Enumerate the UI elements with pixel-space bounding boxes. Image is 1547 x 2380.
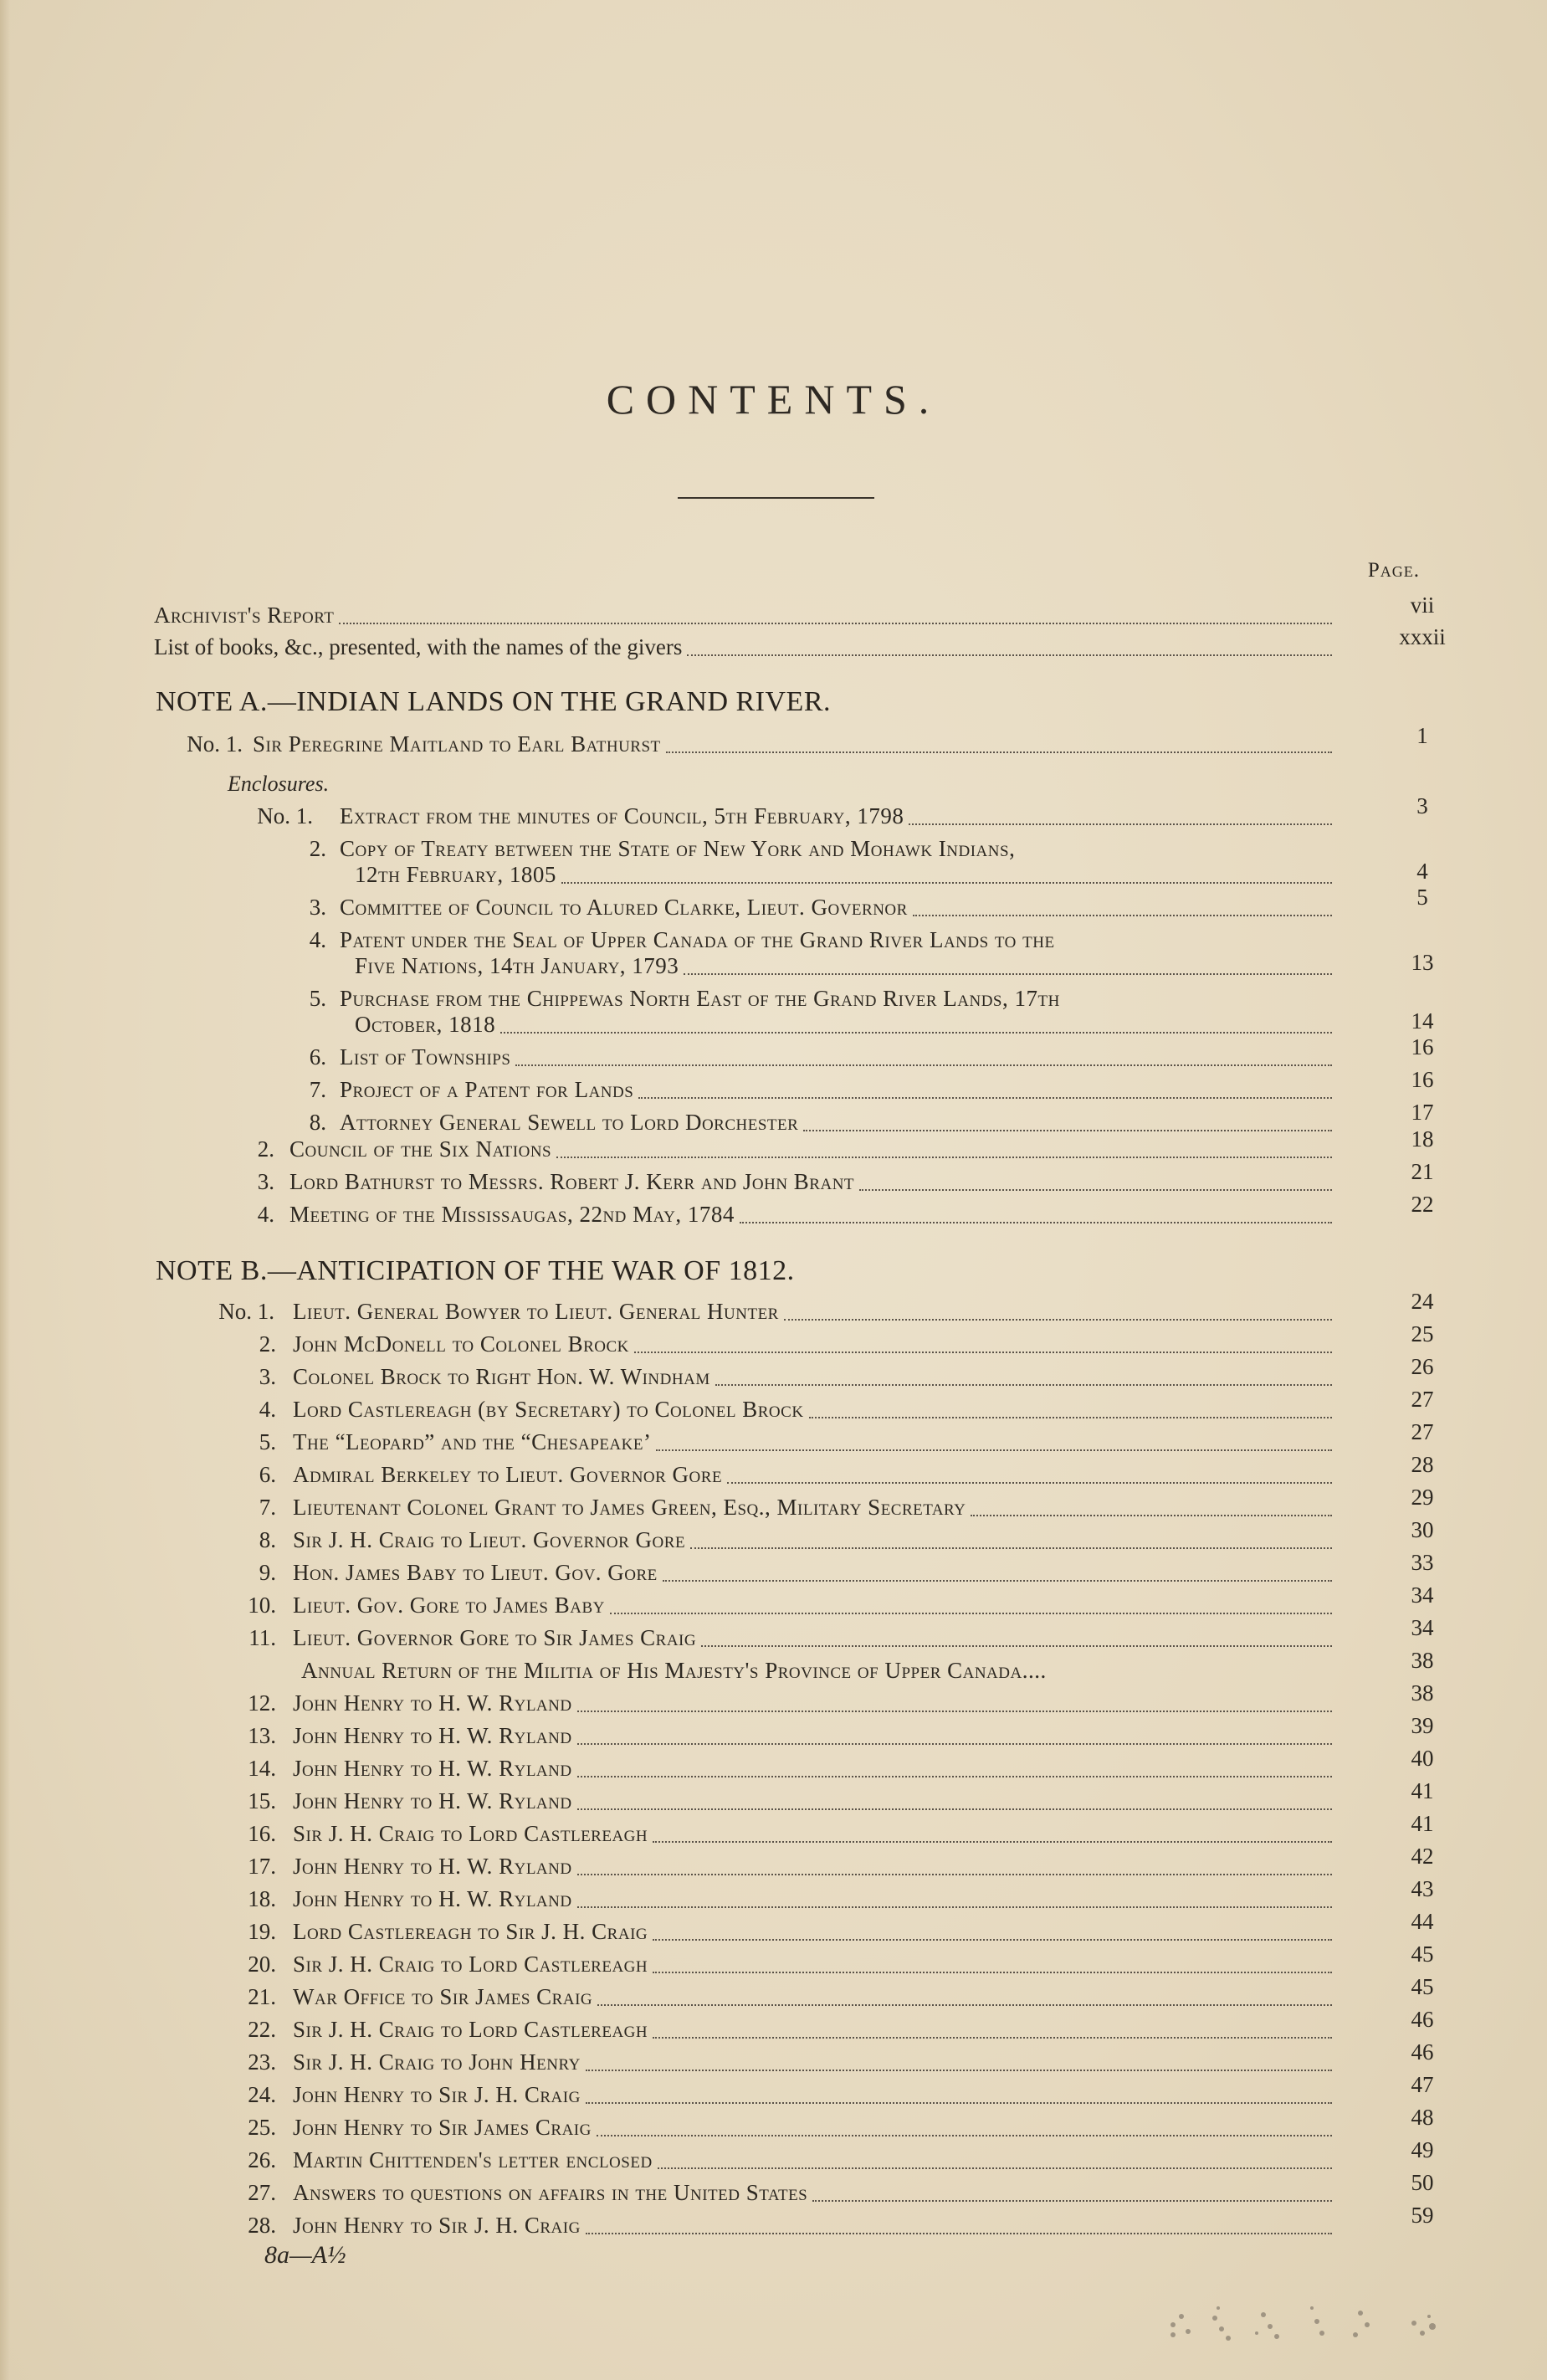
- entry-title: Hon. James Baby to Lieut. Gov. Gore: [293, 1560, 658, 1585]
- entry-title: Sir J. H. Craig to Lord Castlereagh: [293, 1952, 648, 1977]
- section-heading-note-b: NOTE B.—ANTICIPATION OF THE WAR OF 1812.: [156, 1255, 795, 1286]
- entry-number: 26.: [248, 2147, 276, 2172]
- dotted-leader: [913, 915, 1332, 916]
- entry-title: John Henry to Sir James Craig: [293, 2115, 592, 2140]
- dotted-leader: [577, 1906, 1332, 1908]
- page-number: 1: [1416, 723, 1428, 748]
- entry-number: 10.: [248, 1593, 276, 1618]
- entry-title: Annual Return of the Militia of His Majesty's Province of Upper Canada....: [301, 1658, 1047, 1683]
- page-number: 17: [1411, 1100, 1434, 1125]
- page-number: 29: [1411, 1485, 1434, 1510]
- dotted-leader: [597, 2135, 1332, 2136]
- page-number: 47: [1411, 2072, 1434, 2097]
- dotted-leader: [784, 1319, 1332, 1321]
- entry-number: 3.: [259, 1364, 276, 1389]
- dotted-leader: [715, 1384, 1332, 1386]
- dotted-leader: [687, 654, 1332, 656]
- entry-title: War Office to Sir James Craig: [293, 1984, 593, 2009]
- page-number: vii: [1410, 592, 1435, 618]
- entry-title: John Henry to H. W. Ryland: [293, 1886, 572, 1911]
- dotted-leader: [577, 1808, 1332, 1810]
- page-number: 42: [1411, 1844, 1434, 1869]
- dotted-leader: [653, 1841, 1332, 1843]
- entry-number: 21.: [248, 1984, 276, 2009]
- entry-number: 7.: [309, 1077, 326, 1102]
- dotted-leader: [971, 1515, 1332, 1516]
- page-number: 44: [1411, 1909, 1434, 1934]
- entry-number: 2.: [257, 1136, 274, 1162]
- entry-title: Attorney General Sewell to Lord Dorchester: [340, 1110, 799, 1135]
- entry-number: 13.: [248, 1723, 276, 1748]
- enclosures-label: Enclosures.: [228, 772, 330, 796]
- entry-title: Lieutenant Colonel Grant to James Green, Esq., Military Secretary: [293, 1495, 966, 1520]
- entry-number: 4.: [257, 1202, 274, 1227]
- dotted-leader: [727, 1482, 1332, 1484]
- entry-number: 25.: [248, 2115, 276, 2140]
- dotted-leader: [658, 2167, 1332, 2169]
- page-number: 48: [1411, 2105, 1434, 2130]
- dotted-leader: [740, 1222, 1332, 1223]
- page-number: xxxii: [1399, 624, 1446, 649]
- page-number: 30: [1411, 1517, 1434, 1542]
- dotted-leader: [586, 2102, 1332, 2104]
- page-number: 25: [1411, 1321, 1434, 1346]
- dotted-leader: [653, 2037, 1332, 2039]
- dotted-leader: [339, 623, 1332, 624]
- entry-title: John McDonell to Colonel Brock: [293, 1331, 629, 1357]
- entry-number: 17.: [248, 1854, 276, 1879]
- dotted-leader: [634, 1352, 1332, 1353]
- page-number: 59: [1411, 2203, 1434, 2228]
- page-number: 5: [1416, 885, 1428, 910]
- page-number: 22: [1411, 1192, 1434, 1217]
- page-number: 46: [1411, 2007, 1434, 2032]
- entry-number: 14.: [248, 1756, 276, 1781]
- page-number: 49: [1411, 2137, 1434, 2162]
- page-number: 26: [1411, 1354, 1434, 1379]
- library-stamp-perforation: [1163, 2283, 1464, 2350]
- title-rule: [678, 497, 874, 499]
- entry-title: John Henry to H. W. Ryland: [293, 1788, 572, 1813]
- entry-number: 11.: [248, 1625, 276, 1650]
- dotted-leader: [690, 1547, 1332, 1549]
- dotted-leader: [701, 1645, 1332, 1647]
- entry-number: 2.: [259, 1331, 276, 1357]
- page-number: 16: [1411, 1034, 1434, 1059]
- entry-title: Sir J. H. Craig to Lieut. Governor Gore: [293, 1527, 686, 1552]
- dotted-leader: [803, 1130, 1332, 1131]
- page-number: 13: [1411, 950, 1434, 975]
- dotted-leader: [556, 1157, 1332, 1158]
- page-number: 3: [1416, 793, 1428, 818]
- page-edge-shadow: [0, 0, 10, 2380]
- dotted-leader: [859, 1189, 1332, 1191]
- entry-number: 24.: [248, 2082, 276, 2107]
- entry-title: October, 1818: [355, 1012, 496, 1037]
- entry-number: 6.: [259, 1462, 276, 1487]
- entry-title: Extract from the minutes of Council, 5th February, 1798: [340, 803, 904, 828]
- entry-number: 5.: [259, 1429, 276, 1454]
- entry-title: Lord Castlereagh (by Secretary) to Colonel Brock: [293, 1397, 804, 1422]
- dotted-leader: [656, 1449, 1332, 1451]
- entry-number: 15.: [248, 1788, 276, 1813]
- entry-title: John Henry to Sir J. H. Craig: [293, 2082, 581, 2107]
- section-heading-note-a: NOTE A.—INDIAN LANDS ON THE GRAND RIVER.: [156, 686, 831, 717]
- page-number: 46: [1411, 2039, 1434, 2065]
- page-number: 28: [1411, 1452, 1434, 1477]
- entry-title: Lord Castlereagh to Sir J. H. Craig: [293, 1919, 648, 1944]
- dotted-leader: [561, 882, 1332, 884]
- entry-title: The “Leopard” and the “Chesapeake’: [293, 1429, 652, 1454]
- dotted-leader: [653, 1972, 1332, 1973]
- entry-title: Sir J. H. Craig to John Henry: [293, 2049, 581, 2075]
- entry-number: 16.: [248, 1821, 276, 1846]
- entry-title: Sir J. H. Craig to Lord Castlereagh: [293, 2017, 648, 2042]
- entry-title: Copy of Treaty between the State of New York and Mohawk Indians,: [340, 836, 1016, 861]
- entry-title: List of Townships: [340, 1044, 511, 1069]
- entry-title: Meeting of the Mississaugas, 22nd May, 1784: [289, 1202, 735, 1227]
- entry-title: Council of the Six Nations: [289, 1136, 552, 1162]
- dotted-leader: [597, 2004, 1332, 2006]
- entry-title: Patent under the Seal of Upper Canada of the Grand River Lands to the: [340, 927, 1055, 952]
- entry-number: 4.: [309, 927, 326, 952]
- dotted-leader: [610, 1613, 1332, 1614]
- entry-number: 27.: [248, 2180, 276, 2205]
- entry-number: 19.: [248, 1919, 276, 1944]
- entry-title: 12th February, 1805: [355, 862, 556, 887]
- entry-title: Lord Bathurst to Messrs. Robert J. Kerr and John Brant: [289, 1169, 855, 1194]
- entry-number: 4.: [259, 1397, 276, 1422]
- dotted-leader: [500, 1032, 1332, 1034]
- dotted-leader: [586, 2070, 1332, 2071]
- dotted-leader: [684, 973, 1332, 975]
- entry-title: List of books, &c., presented, with the names of the givers: [154, 634, 683, 659]
- dotted-leader: [812, 2200, 1332, 2202]
- page-number: 38: [1411, 1680, 1434, 1705]
- entry-number: 3.: [309, 895, 326, 920]
- page-number: 27: [1411, 1387, 1434, 1412]
- page-number: 39: [1411, 1713, 1434, 1738]
- page-number: 41: [1411, 1778, 1434, 1803]
- entry-number: 28.: [248, 2213, 276, 2238]
- entry-title: Answers to questions on affairs in the United States: [293, 2180, 808, 2205]
- page-number: 45: [1411, 1974, 1434, 1999]
- dotted-leader: [586, 2233, 1332, 2234]
- entry-title: Five Nations, 14th January, 1793: [355, 953, 679, 978]
- entry-title: Project of a Patent for Lands: [340, 1077, 634, 1102]
- page-number: 16: [1411, 1067, 1434, 1092]
- page-number: 38: [1411, 1648, 1434, 1673]
- entry-title: Lieut. Gov. Gore to James Baby: [293, 1593, 605, 1618]
- page-title: CONTENTS.: [606, 376, 941, 423]
- dotted-leader: [577, 1711, 1332, 1712]
- page-column-heading: Page.: [1367, 559, 1420, 582]
- page-number: 21: [1411, 1159, 1434, 1184]
- entry-number: No. 1.: [187, 731, 243, 757]
- entry-number: 12.: [248, 1690, 276, 1716]
- entry-title: John Henry to H. W. Ryland: [293, 1756, 572, 1781]
- entry-number: No. 1.: [218, 1299, 274, 1324]
- entry-number: 2.: [309, 836, 326, 861]
- page-number: 34: [1411, 1615, 1434, 1640]
- entry-number: 6.: [309, 1044, 326, 1069]
- dotted-leader: [638, 1097, 1332, 1099]
- entry-title: Martin Chittenden's letter enclosed: [293, 2147, 653, 2172]
- page-number: 41: [1411, 1811, 1434, 1836]
- page-number: 4: [1416, 859, 1428, 884]
- page-number: 40: [1411, 1746, 1434, 1771]
- entry-title: Lieut. Governor Gore to Sir James Craig: [293, 1625, 697, 1650]
- page-number: 50: [1411, 2170, 1434, 2195]
- dotted-leader: [809, 1417, 1332, 1418]
- page-number: 18: [1411, 1126, 1434, 1152]
- page-number: 34: [1411, 1582, 1434, 1608]
- dotted-leader: [909, 823, 1332, 825]
- entry-title: Purchase from the Chippewas North East of the Grand River Lands, 17th: [340, 986, 1060, 1011]
- entry-number: 18.: [248, 1886, 276, 1911]
- entry-number: 8.: [309, 1110, 326, 1135]
- dotted-leader: [577, 1874, 1332, 1875]
- entry-number: 23.: [248, 2049, 276, 2075]
- page-number: 27: [1411, 1419, 1434, 1444]
- entry-title: Colonel Brock to Right Hon. W. Windham: [293, 1364, 710, 1389]
- entry-title: John Henry to H. W. Ryland: [293, 1723, 572, 1748]
- entry-number: 20.: [248, 1952, 276, 1977]
- entry-title: Archivist's Report: [154, 603, 335, 628]
- entry-number: 22.: [248, 2017, 276, 2042]
- dotted-leader: [515, 1064, 1332, 1066]
- entry-title: John Henry to H. W. Ryland: [293, 1854, 572, 1879]
- entry-number: 9.: [259, 1560, 276, 1585]
- entry-title: Committee of Council to Alured Clarke, Lieut. Governor: [340, 895, 908, 920]
- page-number: 24: [1411, 1289, 1434, 1314]
- dotted-leader: [577, 1743, 1332, 1745]
- dotted-leader: [653, 1939, 1332, 1941]
- printer-signature-mark: 8a—A½: [264, 2241, 346, 2269]
- entry-title: Sir J. H. Craig to Lord Castlereagh: [293, 1821, 648, 1846]
- page-number: 43: [1411, 1876, 1434, 1901]
- dotted-leader: [666, 751, 1332, 753]
- page-number: 33: [1411, 1550, 1434, 1575]
- entry-number: 7.: [259, 1495, 276, 1520]
- dotted-leader: [577, 1776, 1332, 1777]
- entry-title: Sir Peregrine Maitland to Earl Bathurst: [253, 731, 661, 757]
- entry-number: 3.: [257, 1169, 274, 1194]
- entry-title: Lieut. General Bowyer to Lieut. General Hunter: [293, 1299, 779, 1324]
- entry-title: John Henry to H. W. Ryland: [293, 1690, 572, 1716]
- entry-number: No. 1.: [257, 803, 313, 828]
- page-number: 14: [1411, 1008, 1434, 1034]
- entry-number: 5.: [309, 986, 326, 1011]
- entry-number: 8.: [259, 1527, 276, 1552]
- entry-title: Admiral Berkeley to Lieut. Governor Gore: [293, 1462, 723, 1487]
- page-number: 45: [1411, 1941, 1434, 1967]
- entry-title: John Henry to Sir J. H. Craig: [293, 2213, 581, 2238]
- dotted-leader: [663, 1580, 1332, 1582]
